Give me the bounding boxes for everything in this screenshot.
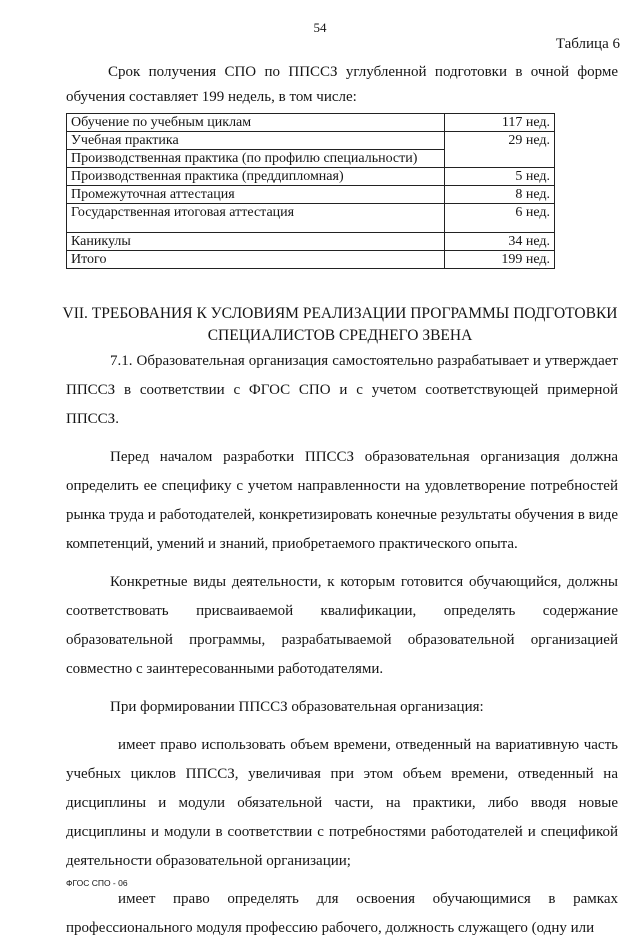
row-label: Производственная практика (по профилю специальности) [67, 150, 445, 168]
paragraph: При формировании ППССЗ образовательная организация: [110, 699, 484, 715]
paragraph: Конкретные виды деятельности, к которым готовится обучающийся, должны соответствовать присваиваемой квалификации, определять содержание образовательной программы, разрабатываемой образовательной организацией совместно с заинтересованными работодателями. [66, 574, 618, 677]
table-label: Таблица 6 [555, 36, 620, 52]
row-label: Государственная итоговая аттестация [67, 204, 445, 233]
table-row [67, 150, 555, 168]
body-text [66, 347, 618, 952]
list-paragraph: имеет право использовать объем времени, отведенный на вариативную часть учебных циклов ППССЗ, увеличивая при этом объем времени, отведенный на дисциплины и модули обязательной части, на практики, либо вводя новые дисциплины и модули в соответствии с потребностями работодателей и спецификой деятельности образовательной организации; [66, 737, 618, 869]
section-title [60, 303, 620, 347]
list-paragraph: имеет право определять для освоения обучающимися в рамках профессионального модуля профессию рабочего, должность служащего (одну или [66, 891, 618, 936]
intro-line-1: Срок получения СПО по ППССЗ углубленной подготовки в очной форме [108, 64, 618, 80]
row-label: Обучение по учебным циклам [67, 114, 445, 132]
paragraph: 7.1. Образовательная организация самостоятельно разрабатывает и утверждает ППССЗ в соответствии с ФГОС СПО и с учетом соответствующей примерной ППССЗ. [66, 353, 618, 427]
row-value: 34 нед. [445, 233, 555, 251]
table-row [67, 186, 555, 204]
table-row [67, 251, 555, 269]
row-label: Учебная практика [67, 132, 445, 150]
table-row [67, 233, 555, 251]
row-label: Производственная практика (преддипломная) [67, 168, 445, 186]
row-value: 199 нед. [445, 251, 555, 269]
row-value: 5 нед. [445, 168, 555, 186]
row-value: 29 нед. [445, 132, 555, 150]
row-value [445, 150, 555, 168]
table-row [67, 168, 555, 186]
intro-line-2: обучения составляет 199 недель, в том числе: [66, 89, 357, 105]
footer-label: ФГОС СПО - 06 [66, 878, 128, 888]
row-value: 6 нед. [445, 204, 555, 233]
row-label: Промежуточная аттестация [67, 186, 445, 204]
table-row [67, 114, 555, 132]
table-row [67, 132, 555, 150]
row-label: Каникулы [67, 233, 445, 251]
study-terms-table [66, 113, 555, 269]
table-row [67, 204, 555, 233]
paragraph: Перед началом разработки ППССЗ образовательная организация должна определить ее специфику с учетом направленности на удовлетворение потребностей рынка труда и работодателей, конкретизировать конечные результаты обучения в виде компетенций, умений и знаний, приобретаемого практического опыта. [66, 449, 618, 552]
row-label: Итого [67, 251, 445, 269]
row-value: 117 нед. [445, 114, 555, 132]
section-title-line-2: СПЕЦИАЛИСТОВ СРЕДНЕГО ЗВЕНА [207, 327, 473, 344]
section-title-line-1: VII. ТРЕБОВАНИЯ К УСЛОВИЯМ РЕАЛИЗАЦИИ ПРОГРАММЫ ПОДГОТОВКИ [62, 305, 618, 322]
intro-paragraph [66, 60, 618, 110]
page-number: 54 [313, 20, 327, 35]
row-value: 8 нед. [445, 186, 555, 204]
